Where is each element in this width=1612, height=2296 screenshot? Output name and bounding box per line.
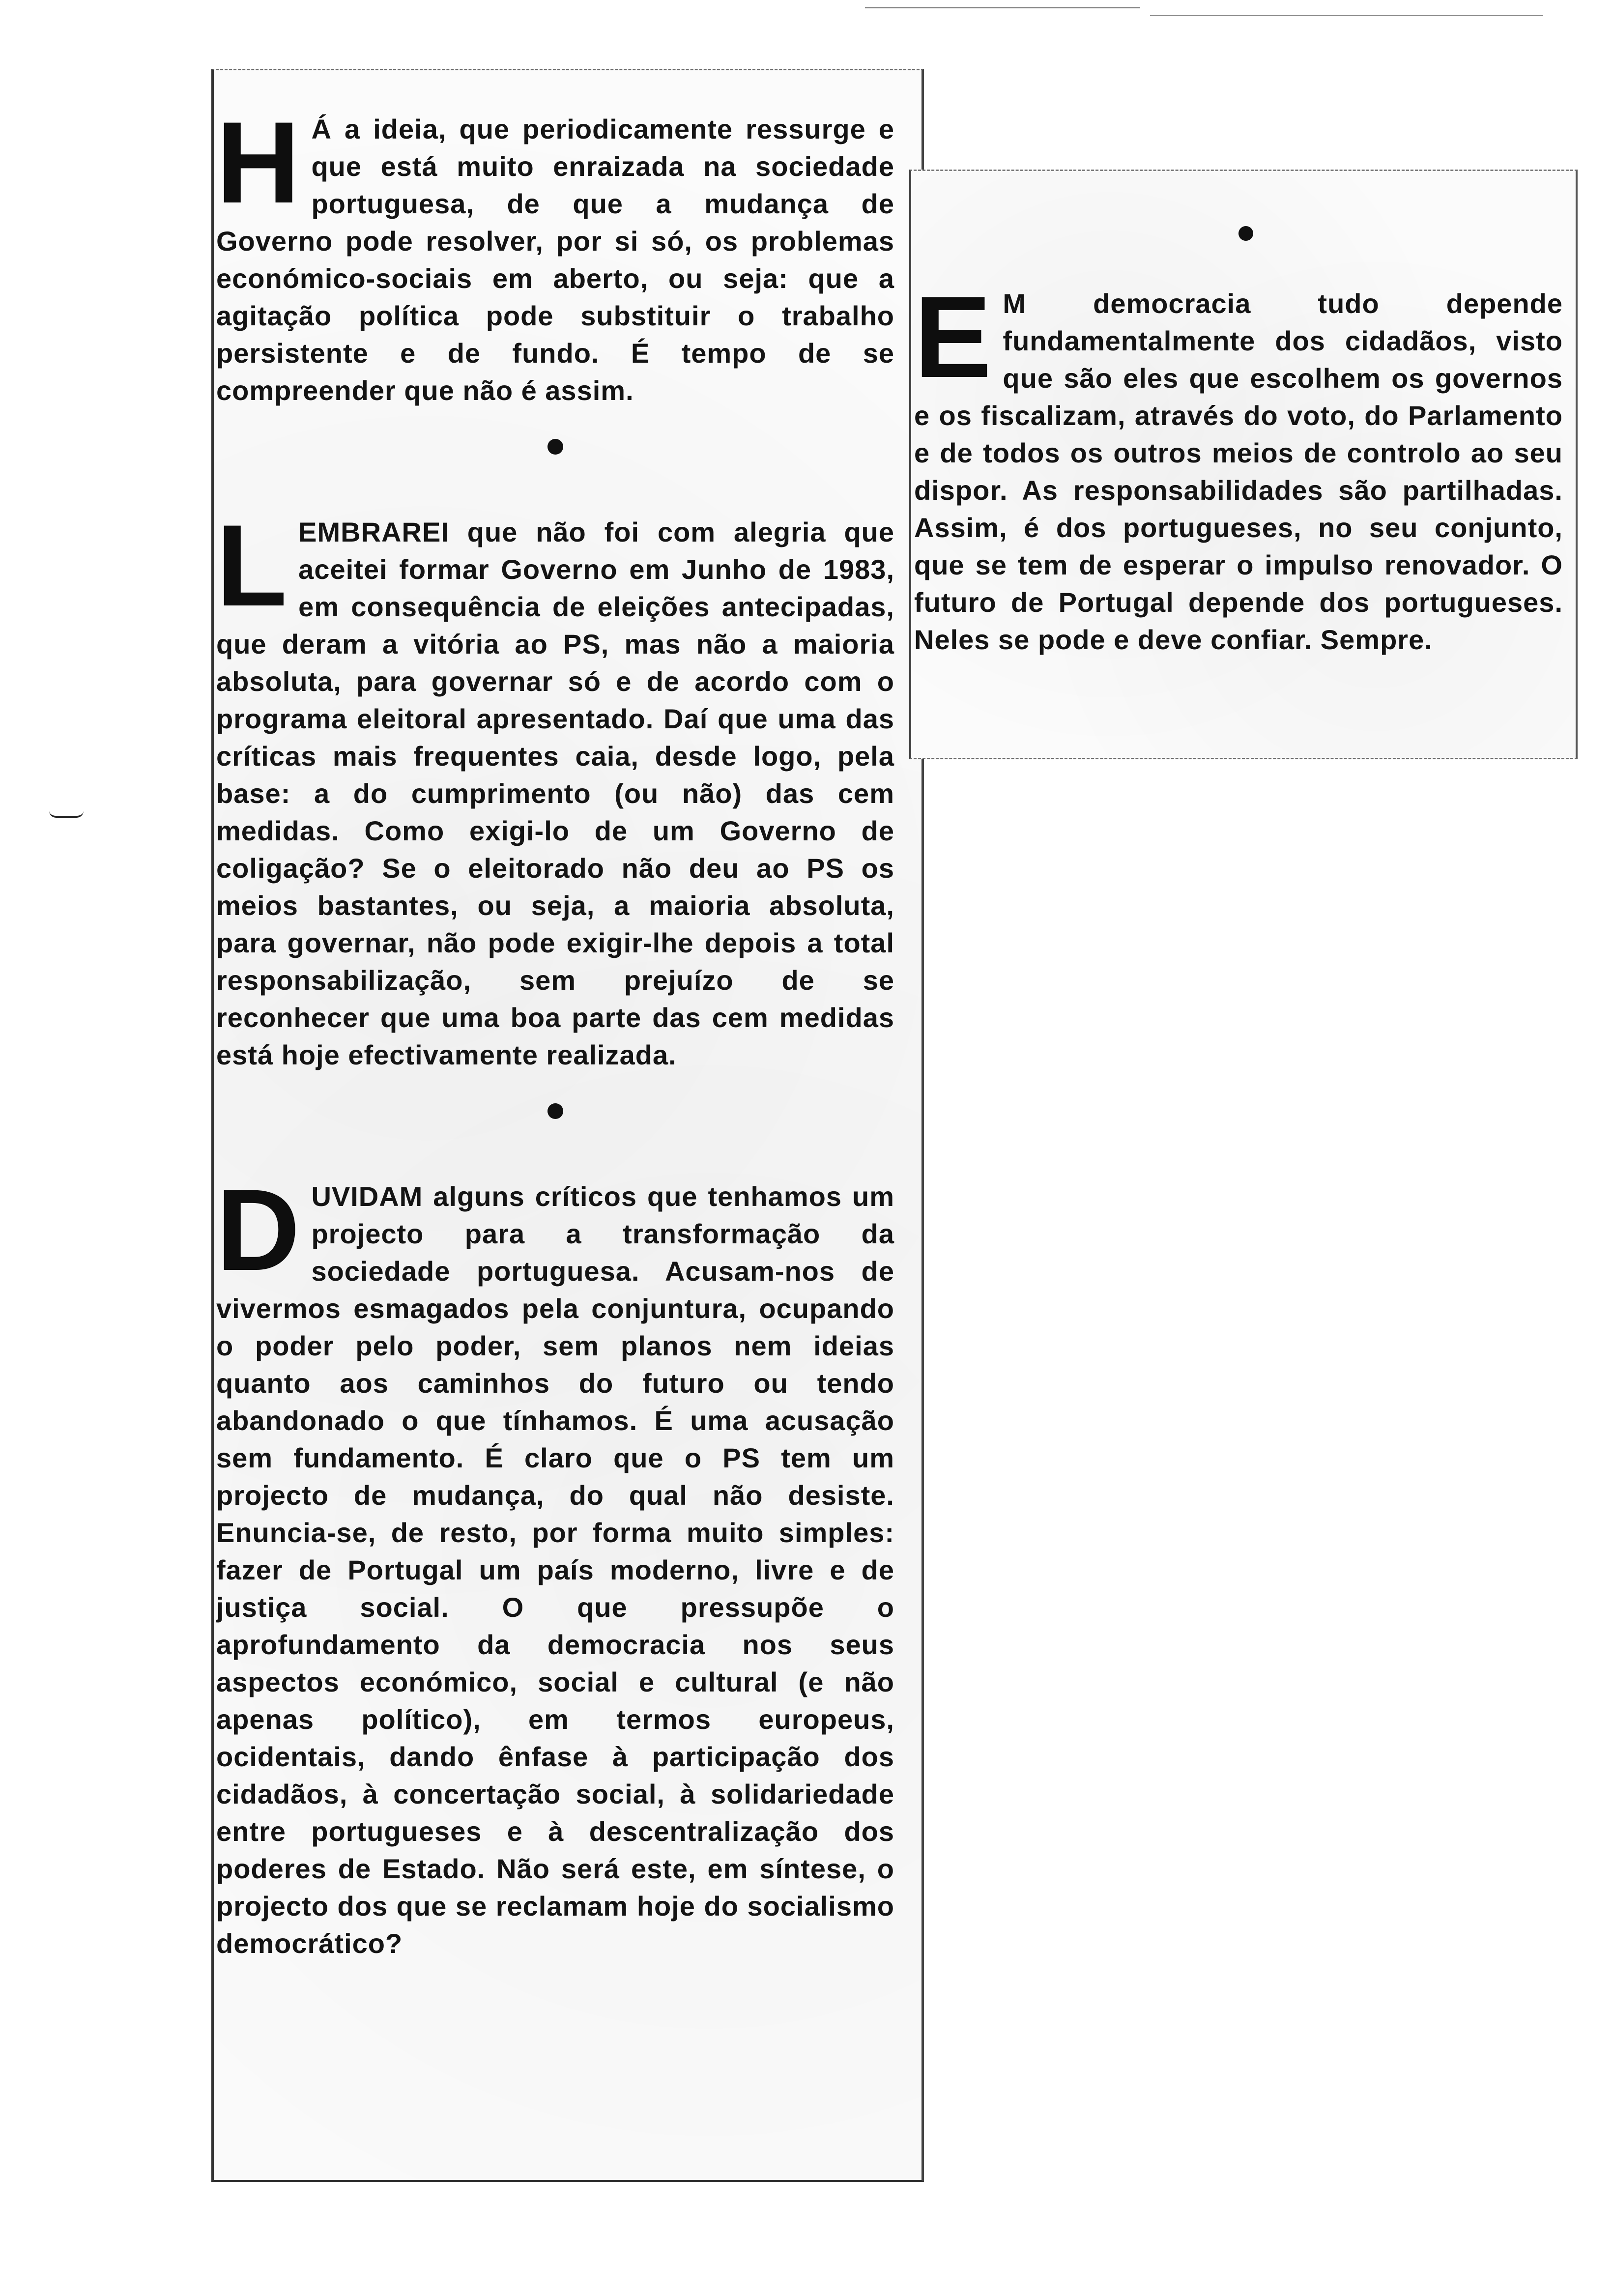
dropcap-d: D	[216, 1165, 301, 1295]
paragraph-3	[216, 1165, 894, 1962]
paragraph-3-text: UVIDAM alguns críticos que tenhamos um projecto para a transformação da sociedade portuguesa. Acusam-nos de vivermos esmagados pela conjuntura, ocupando o poder pelo poder, sem planos nem ideias quanto aos caminhos do futuro ou tendo abandonado o que tínhamos. É uma acusação sem fundamento. É claro que o PS tem um projecto de mudança, do qual não desiste. Enuncia-se, de resto, por forma muito simples: fazer de Portugal um país moderno, livre e de justiça social. O que pressupõe o aprofundamento da democracia nos seus aspectos económico, social e cultural (e não apenas político), em termos europeus, ocidentais, dando ênfase à participação dos cidadãos, à concertação social, à solidariedade entre portugueses e à descentralização dos poderes de Estado. Não será este, em síntese, o projecto dos que se reclamam hoje do socialismo democrático?	[216, 1181, 894, 1959]
paragraph-2-text: EMBRAREI que não foi com alegria que aceitei formar Governo em Junho de 1983, em consequência de eleições antecipadas, que deram a vitória ao PS, mas não a maioria absoluta, para governar só e de acordo com o programa eleitoral apresentado. Daí que uma das críticas mais frequentes caia, desde logo, pela base: a do cumprimento (ou não) das cem medidas. Como exigi-lo de um Governo de coligação? Se o eleitorado não deu ao PS os meios bastantes, ou seja, a maioria absoluta, para governar, não pode exigir-lhe depois a total responsabilização, sem prejuízo de se reconhecer que uma boa parte das cem medidas está hoje efectivamente realizada.	[216, 517, 894, 1070]
scan-edge-mark	[49, 811, 84, 818]
paragraph-4	[914, 272, 1563, 659]
paragraph-2	[216, 501, 894, 1074]
section-bullet-2	[547, 1103, 563, 1119]
article-left-column	[216, 98, 894, 1962]
section-bullet-right	[1238, 226, 1253, 241]
dropcap-l: L	[216, 501, 288, 631]
paragraph-1	[216, 98, 894, 409]
section-bullet-1	[547, 439, 563, 455]
article-right-column	[914, 272, 1563, 659]
paragraph-4-text: M democracia tudo depende fundamentalmente dos cidadãos, visto que são eles que escolhem os governos e os fiscalizam, através do voto, do Parlamento e de todos os outros meios de controlo ao seu dispor. As responsabilidades são partilhadas. Assim, é dos portugueses, no seu conjunto, que se tem de esperar o impulso renovador. O futuro de Portugal depende dos portugueses. Neles se pode e deve confiar. Sempre.	[914, 288, 1563, 655]
dropcap-h: H	[216, 98, 301, 228]
paragraph-1-text: Á a ideia, que periodicamente ressurge e que está muito enraizada na sociedade portuguesa, de que a mudança de Governo pode resolver, por si só, os problemas económico-sociais em aberto, ou seja: que a agitação política pode substituir o trabalho persistente e de fundo. É tempo de se compreender que não é assim.	[216, 114, 894, 406]
scan-line-top-1	[865, 7, 1140, 8]
scan-line-top-2	[1150, 15, 1543, 16]
dropcap-e: E	[914, 272, 992, 402]
